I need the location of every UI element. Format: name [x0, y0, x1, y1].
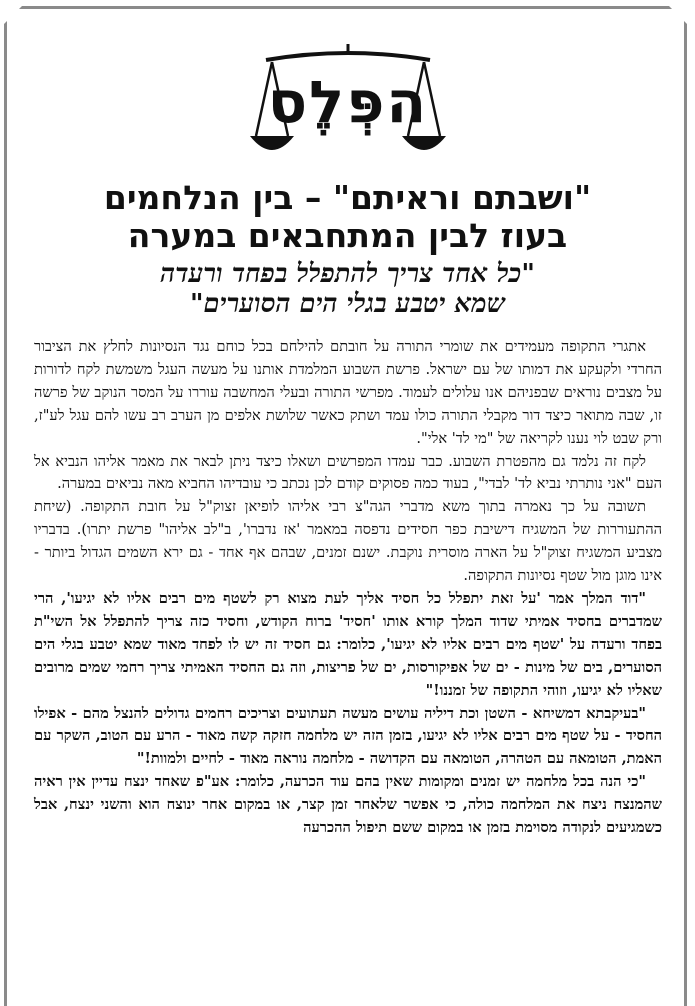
article-quote: "כי הנה בכל מלחמה יש זמנים ומקומות שאין בהם עוד הכרעה, כלומר: אע"פ שאחד ינצח עדיין אין ראיה שהמנצח ניצח את המלחמה כולה, כי אפשר שלאחר זמן קצר, או במקום אחר ינוצח הוא והשני ינצח, אבל כשמגיעים לנקודה מסוימת בזמן או במקום ששם תיפול ההכרעה [34, 773, 662, 837]
logo-wordmark [248, 40, 448, 165]
article-paragraph: אתגרי התקופה מעמידים את שומרי התורה על חובתם להילחם בכל כוחם נגד הנסיונות לחלץ את הציבור החרדי ולקעקע את דמותו של עם ישראל. פרשת השבוע המלמדת אותנו על מעשה העגל משמשת לקח לדורות על מצבים נוראים שבפניהם אנו עלולים לעמוד. מפרשי התורה ובעלי המחשבה עוררו על המסר הנוקב של פרשה זו, שבה מתואר כיצד דור מקבלי התורה כולו עמד ושתק כאשר שלושת אלפים מן הערב רב עשו להם עגל לע"ז, ורק שבט לוי נענו לקריאה של "מי לד' אלי". [34, 338, 662, 447]
subheadline-line-2: שמא יטבע בגלי הים הסוערים" [189, 289, 506, 319]
headline-line-2: בעוז לבין המתחבאים במערה [127, 216, 568, 255]
headline-line-1: "ושבתם וראיתם" – בין הנלחמים [103, 178, 592, 217]
logo-text: הפְּלֶס [267, 68, 429, 136]
article-body [34, 336, 662, 840]
subheadline-line-1: "כל אחד צריך להתפלל בפחד ורעדה [160, 259, 535, 289]
article-quote: "דוד המלך אמר 'על זאת יתפלל כל חסיד אליך לעת מצוא רק לשטף מים רבים אליו לא יגיעו', הרי שמדברים בחסיד אמיתי שדוד המלך קורא אותו 'חסיד' ברוח הקודש, וחסיד כזה צריך להתפלל אל השי"ת בפחד ורעדה על 'שטף מים רבים אליו לא יגיעו', כלומר: גם חסיד זה יש לו לפחד מאוד שמא יטבע בגלי הים הסוערים, בים של מינות - ים של אפיקורסות, ים של פריצות, וזה גם החסיד האמיתי צריך רחמי שמים מרובים שאליו לא יגיעו, וזוהי התקופה של זמננו!" [34, 589, 662, 699]
article-quote: "בעיקבתא דמשיחא - השטן וכת דיליה עושים מעשה תעתועים וצריכים רחמים גדולים להנצל מהם - אפילו החסיד - על שטף מים רבים אליו לא יגיעו, בזמן הזה יש מלחמה חזקה קשה מאוד - הרע עם הטוב, השקר עם האמת, הטומאה עם הטהרה, הטומאה עם הקדושה - מלחמה נוראה מאוד - לחיים ולמוות!" [34, 704, 662, 768]
article-paragraph: לקח זה נלמד גם מהפטרת השבוע. כבר עמדו המפרשים ושאלו כיצד ניתן לבאר את מאמר אליהו הנביא אל העם "אני נותרתי נביא לד' לבדי", בעוד כמה פסוקים קודם לכן נכתב כי עובדיהו החביא מאה נביאים במערה. [34, 452, 662, 493]
article-paragraph: תשובה על כך נאמרה בתוך משא מדברי הגה"צ רבי אליהו לופיאן זצוק"ל על חובת התקופה. (שיחת ההתעוררות של המשגיח דישיבת כפר חסידים נדפסה במאמר 'אז נדברו', ב"לב אליהו" פרשת יתרו). בדבריו מצביע המשגיח זצוק"ל על הארה מוסרית נוקבת. ישנם זמנים, שבהם אף אחד - גם ירא השמים הגדול ביותר - אינו מוגן מול שטף נסיונות התקופה. [34, 498, 662, 585]
